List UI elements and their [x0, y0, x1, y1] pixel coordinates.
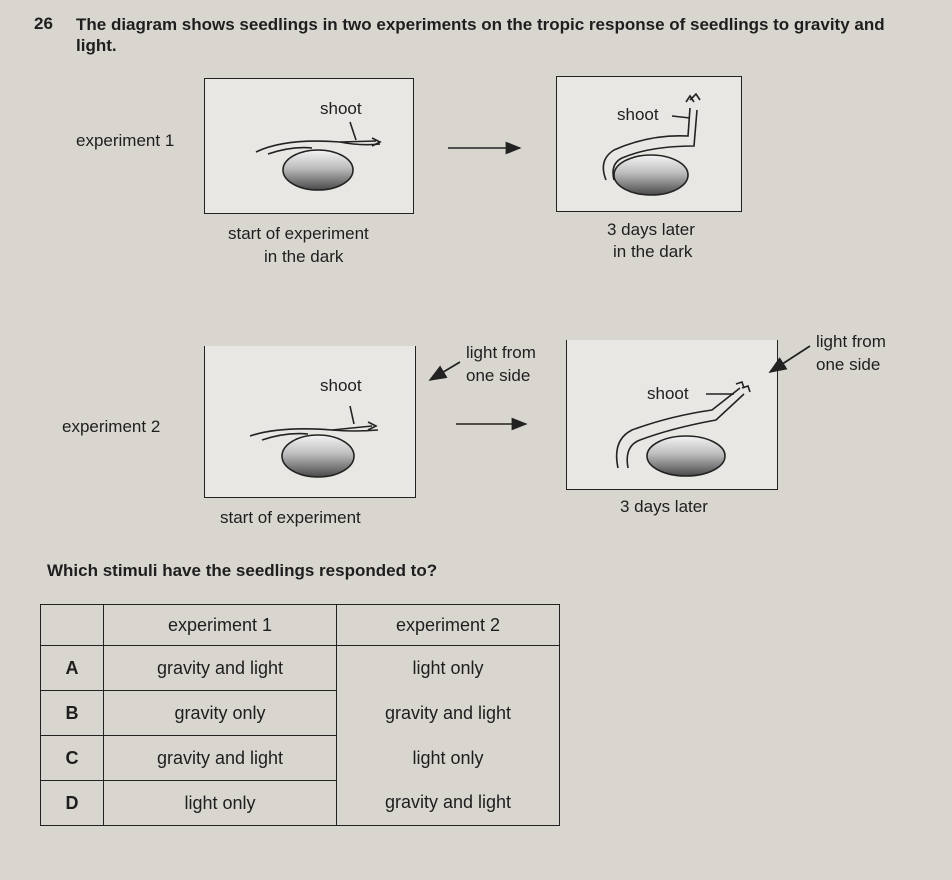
experiment-1-end-seedling [603, 94, 700, 195]
experiment-2-end-light-label: light from [816, 332, 886, 351]
option-exp2: gravity and light [337, 781, 560, 826]
question-number: 26 [34, 14, 53, 33]
option-exp1: gravity and light [104, 646, 337, 691]
option-exp1: gravity only [104, 691, 337, 736]
option-letter[interactable]: C [41, 736, 104, 781]
question-text: The diagram shows seedlings in two experiments on the tropic response of seedlings to gravity and light. [76, 15, 885, 55]
experiment-1-label: experiment 1 [76, 131, 175, 150]
answer-table [40, 604, 560, 826]
experiment-1-end-shoot-label: shoot [617, 105, 659, 124]
experiment-1-start-seedling [256, 122, 380, 190]
experiment-1-start-condition: in the dark [264, 247, 344, 266]
table-header-experiment-1: experiment 1 [104, 605, 337, 646]
experiment-2-end-seedling [617, 382, 750, 476]
option-row-d[interactable] [41, 781, 560, 826]
experiment-2-start-light-label-2: one side [466, 366, 531, 385]
option-exp2: light only [337, 736, 560, 781]
experiment-2-start-light-label: light from [466, 343, 536, 362]
experiment-2-end-shoot-label: shoot [647, 384, 689, 403]
experiment-2-end-light-arrow [770, 346, 810, 372]
option-row-a[interactable] [41, 646, 560, 691]
option-row-b[interactable] [41, 691, 560, 736]
experiment-2-start-seedling [250, 406, 378, 477]
experiment-1-start-shoot-label: shoot [320, 99, 362, 118]
option-letter[interactable]: A [41, 646, 104, 691]
question-prompt: Which stimuli have the seedlings responded to? [47, 561, 438, 580]
experiment-2-start-light-arrow [430, 362, 460, 380]
option-exp1: gravity and light [104, 736, 337, 781]
table-header-experiment-2: experiment 2 [337, 605, 560, 646]
experiment-2-end-caption: 3 days later [620, 497, 708, 516]
experiment-2-start-shoot-label: shoot [320, 376, 362, 395]
option-letter[interactable]: D [41, 781, 104, 826]
option-exp2: gravity and light [337, 691, 560, 736]
table-header-empty [41, 605, 104, 646]
experiment-1-start-caption: start of experiment [228, 224, 369, 243]
option-exp1: light only [104, 781, 337, 826]
option-letter[interactable]: B [41, 691, 104, 736]
table-header-row [41, 605, 560, 646]
option-exp2: light only [337, 646, 560, 691]
experiment-1-end-caption: 3 days later [607, 220, 695, 239]
experiment-2-end-light-label-2: one side [816, 355, 881, 374]
experiment-2-start-caption: start of experiment [220, 508, 361, 527]
option-row-c[interactable] [41, 736, 560, 781]
experiment-2-label: experiment 2 [62, 417, 161, 436]
experiment-1-end-condition: in the dark [613, 242, 693, 261]
